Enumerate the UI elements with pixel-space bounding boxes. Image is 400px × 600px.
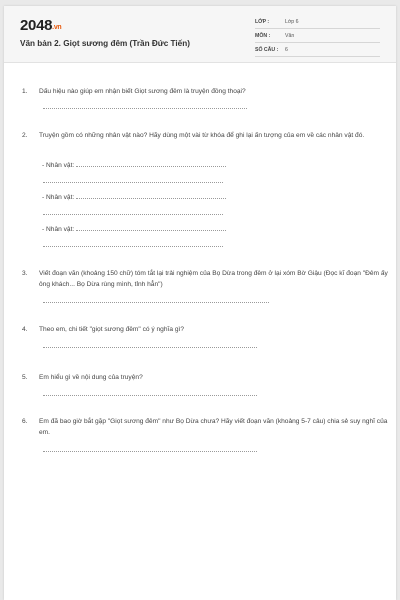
meta-count-value: 6 [285,47,288,53]
question-text: Viết đoạn văn (khoảng 150 chữ) tóm tắt lại trải nghiệm của Bọ Dừa trong đêm ở lại xóm Bờ Giậu (Đọc kĩ đoạn "Đêm ấy ông khách... Bọ Dừa rùng mình, tỉnh hẳn") [39,270,388,288]
character-prompt-label: - Nhân vật: [42,226,75,233]
question-text: Dấu hiệu nào giúp em nhận biết Giọt sương đêm là truyện đồng thoại? [39,88,246,95]
meta-class-label: LỚP : [255,19,270,25]
meta-class-row [255,15,380,29]
answer-line[interactable] [43,451,257,452]
site-logo[interactable] [20,17,61,34]
logo-main: 2048 [20,17,53,34]
question-number: 1. [22,88,28,95]
answer-line[interactable] [43,395,257,396]
answer-line[interactable] [76,160,226,167]
question-text: Theo em, chi tiết "giọt sương đêm" có ý nghĩa gì? [39,326,185,333]
question-number: 4. [22,326,28,333]
question-number: 6. [22,418,28,425]
character-prompt-1 [42,160,226,171]
meta-count-label: SỐ CÂU : [255,47,279,53]
answer-line[interactable] [43,108,247,109]
answer-line[interactable] [76,224,226,231]
character-prompt-3 [42,224,226,235]
worksheet-header [4,6,396,63]
question-number: 5. [22,374,28,381]
meta-subject-label: MÔN : [255,33,271,39]
answer-line[interactable] [43,246,223,247]
answer-line[interactable] [43,182,223,183]
answer-line[interactable] [76,192,226,199]
answer-line[interactable] [43,302,269,303]
meta-class-value: Lớp 6 [285,19,299,25]
character-prompt-label: - Nhân vật: [42,194,75,201]
document-title: Văn bản 2. Giọt sương đêm (Trần Đức Tiến) [20,39,190,48]
question-number: 2. [22,132,28,139]
character-prompt-2 [42,192,226,203]
meta-subject-row [255,29,380,43]
question-text: Em đã bao giờ bắt gặp "Giọt sương đêm" như Bọ Dừa chưa? Hãy viết đoạn văn (khoảng 5-7 câu) chia sẻ suy nghĩ của em. [39,418,388,436]
question-text: Em hiểu gì về nội dung của truyện? [39,374,143,381]
worksheet-page [4,6,396,600]
meta-count-row [255,43,380,57]
answer-line[interactable] [43,347,257,348]
character-prompt-label: - Nhân vật: [42,162,75,169]
question-text: Truyện gồm có những nhân vật nào? Hãy dùng một vài từ khóa để ghi lại ấn tượng của em về các nhân vật đó. [39,132,365,139]
answer-line[interactable] [43,214,223,215]
logo-tld: .vn [52,24,62,31]
question-number: 3. [22,270,28,277]
meta-subject-value: Văn [285,33,295,39]
